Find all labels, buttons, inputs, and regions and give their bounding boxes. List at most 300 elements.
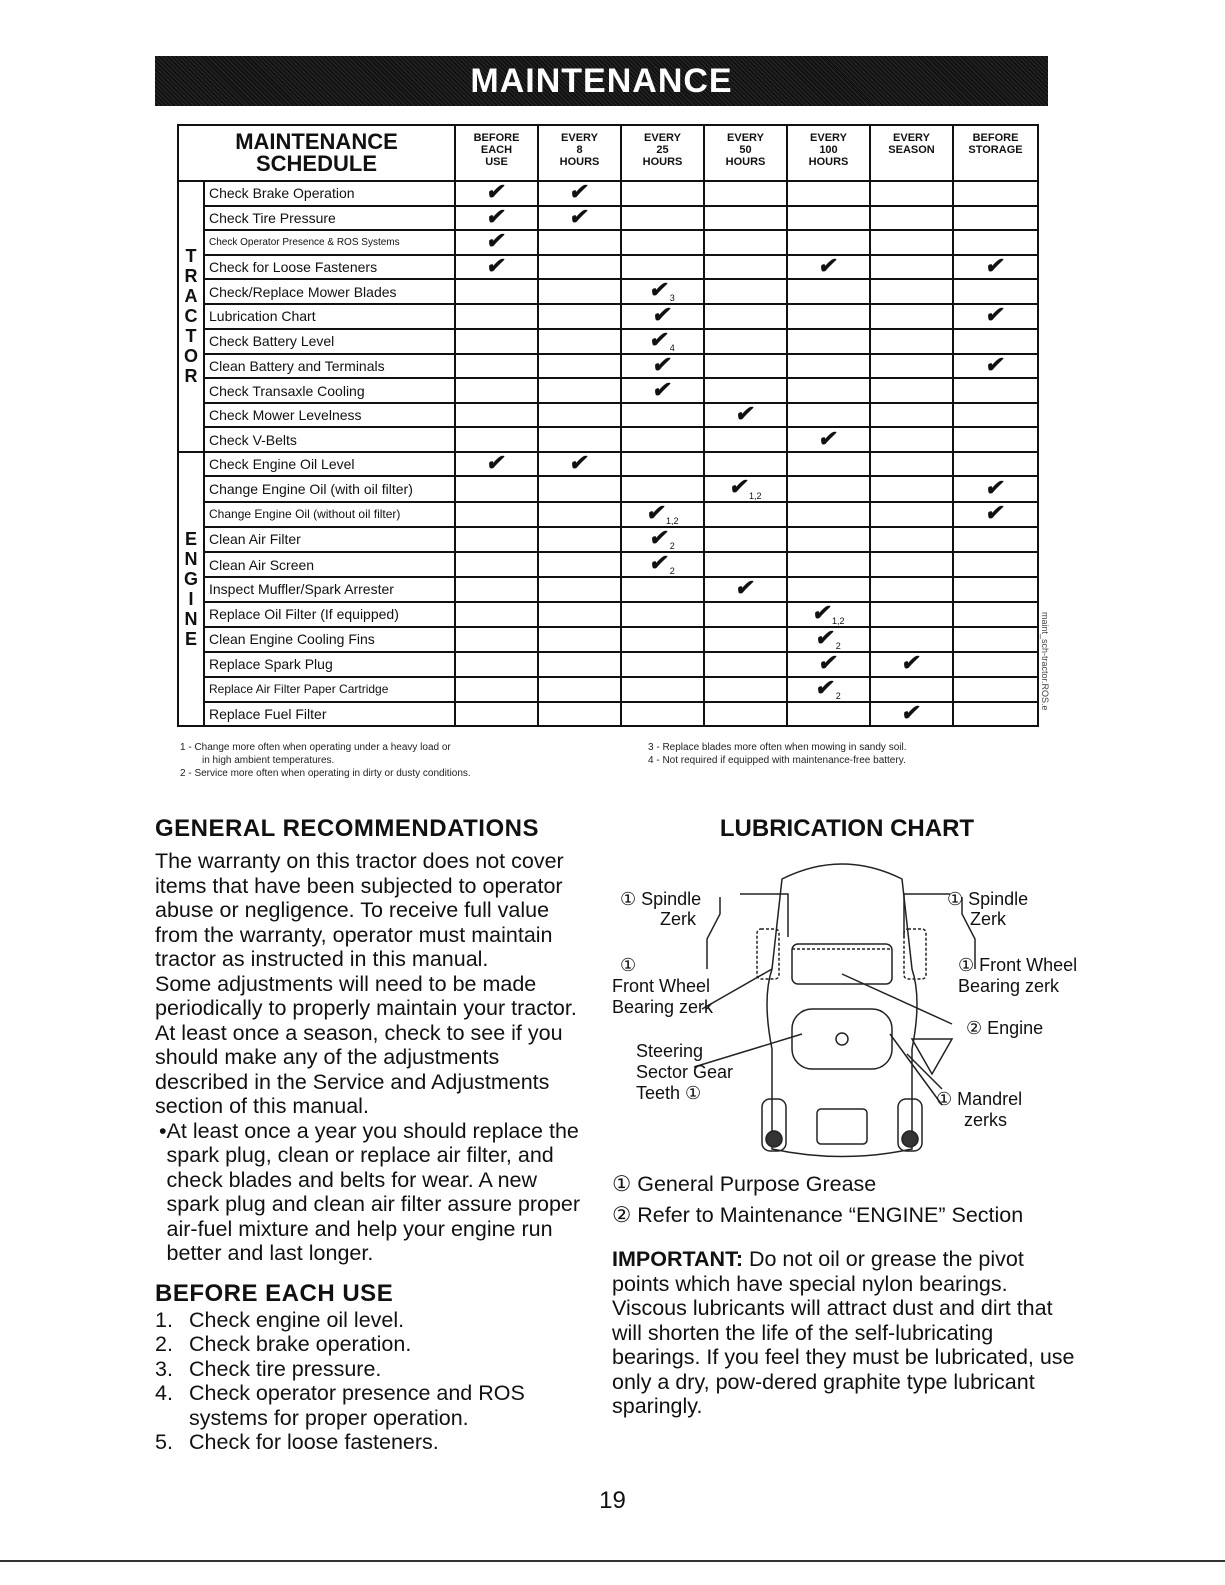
schedule-cell: [953, 652, 1038, 677]
schedule-cell: [455, 304, 538, 329]
label-front-wheel-left: Front Wheel: [612, 976, 711, 996]
schedule-cell: [953, 602, 1038, 627]
schedule-cell: [538, 427, 621, 452]
schedule-cell: [538, 702, 621, 727]
section-letter: G: [183, 569, 198, 590]
banner-title: MAINTENANCE: [470, 61, 733, 100]
checkmark-icon: ✔: [984, 302, 1008, 328]
schedule-cell: [621, 524, 704, 552]
label-spindle-right: ① Spindle: [947, 889, 1029, 909]
schedule-cell: [953, 181, 1038, 206]
task-name: Change Engine Oil (without oil filter): [204, 502, 455, 527]
schedule-cell: [538, 502, 621, 527]
schedule-cell: [455, 203, 538, 231]
checkmark-icon: ✔: [814, 674, 837, 700]
table-row: [178, 476, 1038, 501]
schedule-cell: [953, 502, 1038, 527]
column-header-line: EVERY: [644, 132, 681, 144]
schedule-cell: [704, 702, 787, 727]
column-header-line: 50: [739, 144, 752, 156]
list-text: Check brake operation.: [189, 1332, 412, 1356]
label-bearing-left: Bearing zerk: [612, 997, 714, 1017]
schedule-cell: [787, 403, 870, 428]
schedule-cell: [621, 652, 704, 677]
checkmark-icon: ✔: [651, 376, 675, 402]
schedule-cell: [704, 329, 787, 354]
schedule-cell: [455, 181, 538, 206]
schedule-cell: [704, 552, 787, 577]
schedule-cell: [621, 452, 704, 477]
schedule-cell: [787, 304, 870, 329]
schedule-cell: [870, 255, 953, 280]
schedule-cell: [953, 206, 1038, 231]
section-letter: R: [184, 366, 198, 387]
footnote-ref: 2: [669, 540, 675, 551]
schedule-cell: [538, 552, 621, 577]
schedule-cell: [787, 230, 870, 255]
schedule-cell: [538, 354, 621, 379]
schedule-cell: [953, 577, 1038, 602]
task-name: Check Brake Operation: [204, 181, 455, 206]
table-row: [178, 527, 1038, 552]
table-row: [178, 502, 1038, 527]
task-name: Check V-Belts: [204, 427, 455, 452]
general-p2: Some adjustments will need to be made periodically to properly maintain your tractor.: [155, 971, 577, 1020]
schedule-cell: [953, 527, 1038, 552]
schedule-cell: [455, 403, 538, 428]
schedule-cell: [870, 403, 953, 428]
checkmark-icon: ✔: [648, 524, 671, 550]
schedule-cell: [953, 378, 1038, 403]
schedule-cell: [870, 427, 953, 452]
label-zerk-right: Zerk: [970, 909, 1006, 929]
schedule-cell: [455, 552, 538, 577]
table-row: [178, 577, 1038, 602]
schedule-cell: [704, 181, 787, 206]
list-item: [155, 1430, 595, 1455]
important-note: [612, 1247, 1082, 1419]
schedule-cell: [953, 552, 1038, 577]
section-letter: R: [184, 266, 198, 287]
schedule-cell: [704, 427, 787, 452]
schedule-cell: [787, 427, 870, 452]
schedule-cell: [704, 502, 787, 527]
schedule-column-header: [621, 125, 704, 181]
table-row: [178, 452, 1038, 477]
table-row: [178, 304, 1038, 329]
schedule-cell: [704, 304, 787, 329]
schedule-cell: [870, 652, 953, 677]
schedule-cell: [621, 627, 704, 652]
schedule-cell: [870, 279, 953, 304]
schedule-cell: [953, 252, 1038, 280]
checkmark-icon: ✔: [568, 203, 592, 229]
schedule-cell: [538, 403, 621, 428]
schedule-cell: [787, 476, 870, 501]
checkmark-icon: ✔: [651, 352, 675, 378]
checkmark-icon: ✔: [485, 228, 509, 254]
column-header-line: BEFORE: [972, 132, 1019, 144]
schedule-cell: [704, 206, 787, 231]
checkmark-icon: ✔: [734, 575, 758, 601]
label-sector: Sector Gear: [636, 1062, 734, 1082]
checkmark-icon: ✔: [651, 302, 675, 328]
task-name: Clean Air Filter: [204, 527, 455, 552]
label-zerks: zerks: [964, 1110, 1008, 1130]
column-header-line: EACH: [480, 144, 513, 156]
checkmark-icon: ✔: [648, 277, 671, 302]
schedule-cell: [455, 652, 538, 677]
table-row: [178, 627, 1038, 652]
task-name: Inspect Muffler/Spark Arrester: [204, 577, 455, 602]
schedule-cell: [621, 499, 704, 527]
schedule-cell: [704, 354, 787, 379]
checkmark-icon: ✔: [984, 352, 1008, 378]
schedule-cell: [704, 230, 787, 255]
schedule-column-header: [704, 125, 787, 181]
schedule-cell: [538, 279, 621, 304]
column-header-line: 100: [819, 144, 838, 156]
schedule-cell: [704, 403, 787, 428]
page-bottom-rule: [0, 1560, 1225, 1562]
maintenance-banner: [155, 56, 1048, 106]
schedule-column-header: [870, 125, 953, 181]
schedule-cell: [455, 230, 538, 255]
task-name: Clean Air Screen: [204, 552, 455, 577]
task-name: Replace Spark Plug: [204, 652, 455, 677]
checkmark-icon: ✔: [817, 252, 841, 278]
label-teeth: Teeth ①: [636, 1083, 702, 1103]
schedule-cell: [455, 476, 538, 501]
column-header-line: USE: [485, 156, 508, 168]
schedule-cell: [787, 354, 870, 379]
right-column: [612, 815, 1082, 1419]
checkmark-icon: ✔: [485, 252, 509, 278]
task-name: Clean Battery and Terminals: [204, 354, 455, 379]
schedule-cell: [455, 627, 538, 652]
lubrication-heading: LUBRICATION CHART: [719, 815, 975, 842]
checkmark-icon: ✔: [814, 624, 837, 650]
table-row: [178, 602, 1038, 627]
checkmark-icon: ✔: [900, 650, 924, 676]
bullet-icon: •: [159, 1118, 167, 1143]
table-row: [178, 206, 1038, 231]
schedule-cell: [621, 279, 704, 304]
label-engine: ② Engine: [966, 1018, 1044, 1038]
schedule-cell: [953, 329, 1038, 354]
task-name: Replace Air Filter Paper Cartridge: [204, 677, 455, 702]
schedule-cell: [953, 627, 1038, 652]
schedule-cell: [870, 354, 953, 379]
schedule-cell: [870, 452, 953, 477]
before-each-use-heading: BEFORE EACH USE: [155, 1279, 394, 1307]
checkmark-icon: ✔: [984, 500, 1008, 526]
tractor-section-label: [178, 181, 204, 452]
footnote-1-cont: in high ambient temperatures.: [202, 755, 335, 766]
footnote-ref: 1,2: [831, 615, 845, 626]
schedule-cell: [621, 476, 704, 501]
schedule-cell: [621, 677, 704, 702]
checkmark-icon: ✔: [810, 599, 834, 625]
schedule-cell: [787, 552, 870, 577]
section-letter: C: [184, 306, 198, 327]
column-header-line: BEFORE: [473, 132, 520, 144]
label-steering: Steering: [636, 1041, 704, 1061]
schedule-cell: [870, 304, 953, 329]
schedule-cell: [621, 403, 704, 428]
column-header-line: HOURS: [559, 156, 600, 168]
schedule-cell: [953, 230, 1038, 255]
list-text: Check engine oil level.: [189, 1307, 405, 1332]
schedule-cell: [953, 476, 1038, 501]
schedule-cell: [621, 427, 704, 452]
schedule-cell: [787, 329, 870, 354]
task-name: Lubrication Chart: [204, 304, 455, 329]
column-header-line: EVERY: [561, 132, 598, 144]
schedule-cell: [455, 602, 538, 627]
schedule-cell: [787, 206, 870, 231]
list-item: [155, 1357, 595, 1382]
schedule-cell: [870, 476, 953, 501]
schedule-cell: [455, 279, 538, 304]
schedule-cell: [953, 304, 1038, 329]
checkmark-icon: ✔: [485, 179, 509, 205]
section-letter: T: [185, 326, 197, 347]
schedule-cell: [787, 577, 870, 602]
checkmark-icon: ✔: [727, 474, 751, 500]
schedule-cell: [870, 602, 953, 627]
document-code: maint_sch-tractor.ROS.e: [1040, 612, 1050, 711]
schedule-cell: [953, 427, 1038, 452]
table-row: [178, 230, 1038, 255]
section-letter: N: [184, 549, 198, 570]
label-front-wheel-left-num: ①: [620, 955, 637, 975]
table-row: [178, 181, 1038, 206]
task-name: Check Transaxle Cooling: [204, 378, 455, 403]
column-header-line: EVERY: [727, 132, 764, 144]
checkmark-icon: ✔: [817, 425, 841, 451]
schedule-cell: [870, 527, 953, 552]
schedule-title-line1: MAINTENANCE: [235, 129, 398, 154]
schedule-cell: [621, 702, 704, 727]
task-name: Check Operator Presence & ROS Systems: [204, 230, 455, 255]
column-header-line: EVERY: [810, 132, 847, 144]
schedule-cell: [704, 476, 787, 501]
column-header-line: SEASON: [888, 144, 935, 156]
list-number: 4.: [155, 1381, 173, 1405]
schedule-cell: [953, 677, 1038, 702]
schedule-cell: [621, 230, 704, 255]
list-item: [155, 1381, 595, 1430]
schedule-column-header: [787, 125, 870, 181]
schedule-cell: [538, 329, 621, 354]
section-letter: N: [184, 609, 198, 630]
schedule-cell: [538, 627, 621, 652]
schedule-cell: [704, 627, 787, 652]
schedule-cell: [953, 452, 1038, 477]
schedule-cell: [538, 677, 621, 702]
footnote-ref: 2: [835, 641, 841, 651]
schedule-cell: [621, 255, 704, 280]
section-letter: E: [184, 629, 197, 650]
footnote-4: 4 - Not required if equipped with maintenance-free battery.: [648, 755, 906, 766]
task-name: Check/Replace Mower Blades: [204, 279, 455, 304]
checkmark-icon: ✔: [900, 699, 924, 725]
schedule-cell: [870, 329, 953, 354]
footnotes-right: [648, 741, 906, 767]
footnote-ref: 1,2: [665, 515, 679, 526]
checkmark-icon: ✔: [817, 650, 841, 676]
section-letter: O: [183, 346, 198, 367]
left-column: [155, 815, 595, 1455]
lubrication-legend: [612, 1169, 1082, 1231]
schedule-cell: [870, 677, 953, 702]
important-label: IMPORTANT:: [612, 1247, 743, 1271]
section-letter: T: [185, 246, 197, 267]
schedule-cell: [538, 181, 621, 206]
schedule-cell: [870, 502, 953, 527]
schedule-cell: [621, 181, 704, 206]
general-p1: The warranty on this tractor does not cover items that have been subjected to operator abuse or negligence. To receive full value from the warranty, operator must maintain tractor as instructed in this manual.: [155, 849, 564, 971]
schedule-cell: [787, 599, 870, 627]
table-row: [178, 702, 1038, 727]
schedule-cell: [704, 452, 787, 477]
checkmark-icon: ✔: [485, 450, 509, 476]
schedule-cell: [870, 552, 953, 577]
list-number: 1.: [155, 1307, 173, 1332]
list-item: [155, 1332, 595, 1357]
schedule-cell: [538, 304, 621, 329]
list-number: 3.: [155, 1356, 173, 1381]
table-row: [178, 677, 1038, 702]
section-letter: I: [188, 589, 194, 610]
schedule-column-header: [455, 125, 538, 181]
column-header-line: HOURS: [808, 156, 849, 168]
schedule-cell: [787, 181, 870, 206]
checkmark-icon: ✔: [485, 203, 509, 229]
list-text: Check operator presence and ROS systems for proper operation.: [189, 1381, 525, 1430]
schedule-cell: [704, 527, 787, 552]
schedule-cell: [870, 627, 953, 652]
schedule-cell: [704, 677, 787, 702]
list-text: Check tire pressure.: [189, 1356, 382, 1381]
table-row: [178, 378, 1038, 403]
schedule-cell: [455, 329, 538, 354]
schedule-title: [178, 125, 455, 181]
column-header-line: EVERY: [893, 132, 930, 144]
column-header-line: STORAGE: [968, 144, 1023, 156]
footnote-ref: 3: [669, 293, 675, 304]
schedule-cell: [704, 602, 787, 627]
list-text: Check for loose fasteners.: [189, 1430, 439, 1454]
schedule-cell: [953, 354, 1038, 379]
schedule-cell: [787, 378, 870, 403]
schedule-cell: [538, 378, 621, 403]
footnote-2: 2 - Service more often when operating in dirty or dusty conditions.: [180, 768, 471, 779]
table-row: [178, 403, 1038, 428]
checkmark-icon: ✔: [984, 252, 1008, 278]
checkmark-icon: ✔: [568, 450, 592, 476]
general-p3: At least once a season, check to see if you should make any of the adjustments described in the Service and Adjustments section of this manual.: [155, 1020, 563, 1118]
schedule-cell: [704, 279, 787, 304]
schedule-cell: [787, 624, 870, 652]
list-number: 2.: [155, 1332, 173, 1356]
table-row: [178, 279, 1038, 304]
schedule-cell: [455, 452, 538, 477]
schedule-cell: [621, 354, 704, 379]
engine-section-label: [178, 452, 204, 726]
task-name: Check for Loose Fasteners: [204, 255, 455, 280]
schedule-cell: [787, 252, 870, 280]
schedule-cell: [538, 602, 621, 627]
footnote-ref: 2: [669, 566, 675, 577]
schedule-cell: [538, 652, 621, 677]
legend-engine: ② Refer to Maintenance “ENGINE” Section: [612, 1203, 1024, 1227]
maintenance-schedule-table: [177, 124, 1037, 734]
schedule-cell: [787, 527, 870, 552]
schedule-cell: [704, 255, 787, 280]
table-row: [178, 552, 1038, 577]
task-name: Replace Fuel Filter: [204, 702, 455, 727]
task-name: Check Battery Level: [204, 329, 455, 354]
schedule-cell: [953, 702, 1038, 727]
schedule-column-header: [538, 125, 621, 181]
schedule-cell: [621, 378, 704, 403]
schedule-cell: [538, 230, 621, 255]
task-name: Check Engine Oil Level: [204, 452, 455, 477]
schedule-cell: [787, 652, 870, 677]
general-bullet-text: At least once a year you should replace the spark plug, clean or replace air filter, and check blades and belts for wear. A new spark plug and clean air filter assure proper air-fuel mixture and help your engine run better and last longer.: [166, 1118, 581, 1265]
schedule-cell: [455, 378, 538, 403]
schedule-cell: [621, 549, 704, 577]
checkmark-icon: ✔: [984, 474, 1008, 500]
label-mandrel: ① Mandrel: [936, 1089, 1023, 1109]
task-name: Check Mower Levelness: [204, 403, 455, 428]
label-bearing-right: Bearing zerk: [958, 976, 1060, 996]
lubrication-diagram: [612, 849, 1082, 1159]
legend-grease: ① General Purpose Grease: [612, 1172, 877, 1196]
general-bullet: [155, 1119, 595, 1266]
checkmark-icon: ✔: [648, 326, 671, 352]
list-number: 5.: [155, 1430, 173, 1454]
before-each-use-list: [155, 1308, 595, 1455]
schedule-cell: [455, 502, 538, 527]
label-zerk-left: Zerk: [660, 909, 696, 929]
label-front-wheel-right: ① Front Wheel: [958, 955, 1078, 975]
list-item: [155, 1308, 595, 1333]
schedule-cell: [455, 252, 538, 280]
schedule-cell: [704, 652, 787, 677]
section-letter: A: [184, 286, 198, 307]
important-text: Do not oil or grease the pivot points which have special nylon bearings. Viscous lubricants will attract dust and dirt that will shorten the life of the self-lubricating bearings. If you feel they must be lubricated, use only a dry, pow-dered graphite type lubricant sparingly.: [612, 1247, 1075, 1418]
column-header-line: HOURS: [725, 156, 766, 168]
schedule-cell: [704, 577, 787, 602]
schedule-cell: [787, 674, 870, 702]
schedule-cell: [455, 702, 538, 727]
footnote-ref: 2: [835, 690, 841, 701]
schedule-cell: [953, 403, 1038, 428]
schedule-title-line2: SCHEDULE: [255, 151, 377, 176]
page-number: 19: [599, 1487, 626, 1514]
schedule-cell: [538, 577, 621, 602]
schedule-cell: [538, 476, 621, 501]
footnote-ref: 1,2: [748, 490, 762, 501]
table-row: [178, 652, 1038, 677]
task-name: Clean Engine Cooling Fins: [204, 627, 455, 652]
schedule-cell: [455, 354, 538, 379]
task-name: Replace Oil Filter (If equipped): [204, 602, 455, 627]
schedule-cell: [538, 203, 621, 231]
